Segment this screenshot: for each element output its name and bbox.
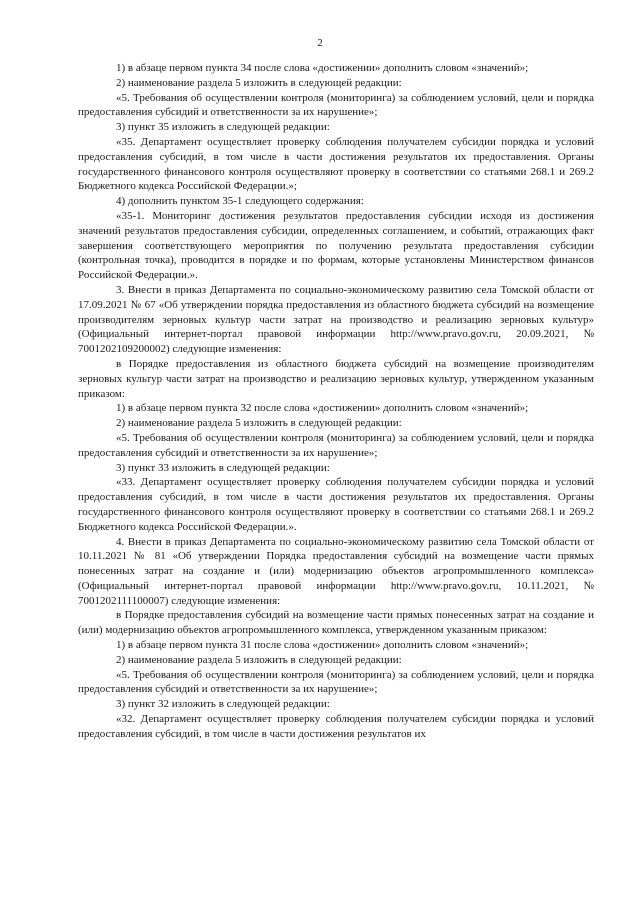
paragraph: 2) наименование раздела 5 изложить в следующей редакции: — [116, 76, 402, 89]
paragraph: 4. Внести в приказ Департамента по социально-экономическому развитию села Томской области от 10.11.2021 № 81 «Об утверждении Порядка предоставления субсидий на возмещение части прямых понесенных затрат на создание и (или) модернизацию объектов агропромышленного комплекса» (Официальный интернет-портал правовой информации http://www.pravo.gov.ru, 10.11.2021, № 7001202111100007) следующие изменения: — [78, 535, 594, 607]
paragraph: «5. Требования об осуществлении контроля (мониторинга) за соблюдением условий, цели и порядка предоставления субсидий и ответственности за их нарушение»; — [78, 668, 594, 696]
paragraph: 1) в абзаце первом пункта 34 после слова «достижении» дополнить словом «значений»; — [116, 62, 529, 74]
paragraph: 1) в абзаце первом пункта 32 после слова «достижении» дополнить словом «значений»; — [116, 402, 529, 415]
paragraph: в Порядке предоставления из областного бюджета субсидий на возмещение производителям зерновых культур части затрат на производство и реализацию зерновых культур, утвержденном указанным приказом: — [78, 357, 594, 400]
paragraph: 3) пункт 35 изложить в следующей редакции: — [116, 121, 330, 134]
page-number: 2 — [317, 37, 323, 49]
paragraph: «5. Требования об осуществлении контроля (мониторинга) за соблюдением условий, цели и порядка предоставления субсидий и ответственности за их нарушение»; — [78, 91, 594, 119]
document-body — [78, 61, 594, 742]
paragraph: 3. Внести в приказ Департамента по социально-экономическому развитию села Томской области от 17.09.2021 № 67 «Об утверждении порядка предоставления из областного бюджета субсидий на возмещение производителям зерновых культур части затрат на производство и реализацию зерновых культур» (Официальный интернет-портал правовой информации http://www.pravo.gov.ru, 20.09.2021, № 7001202109200002) следующие изменения: — [78, 283, 594, 356]
paragraph: «32. Департамент осуществляет проверку соблюдения получателем субсидии порядка и условий предоставления субсидий, в том числе в части достижения результатов их — [78, 713, 594, 740]
paragraph: 4) дополнить пунктом 35-1 следующего содержания: — [116, 195, 364, 208]
paragraph: 3) пункт 32 изложить в следующей редакции: — [116, 698, 330, 711]
paragraph: 3) пункт 33 изложить в следующей редакции: — [116, 461, 330, 474]
paragraph: 1) в абзаце первом пункта 31 после слова «достижении» дополнить словом «значений»; — [116, 639, 529, 652]
paragraph: в Порядке предоставления субсидий на возмещение части прямых понесенных затрат на создание и (или) модернизацию объектов агропромышленного комплекса, утвержденном указанным приказом: — [78, 609, 594, 637]
paragraph: 2) наименование раздела 5 изложить в следующей редакции: — [116, 653, 402, 666]
paragraph: «33. Департамент осуществляет проверку соблюдения получателем субсидии порядка и условий предоставления субсидий, в том числе в части достижения результатов их предоставления. Органы государственного финансового контроля осуществляют проверку в соответствии со статьями 268.1 и 269.2 Бюджетного кодекса Российской Федерации.». — [78, 476, 594, 533]
paragraph: «35-1. Мониторинг достижения результатов предоставления субсидии исходя из достижения значений результатов предоставления субсидии, определенных соглашением, и событий, отражающих факт завершения соответствующего мероприятия по получению результата предоставления субсидии (контрольная точка), проводится в порядке и по формам, которые установлены Министерством финансов Российской Федерации.». — [78, 209, 594, 282]
paragraph: «5. Требования об осуществлении контроля (мониторинга) за соблюдением условий, цели и порядка предоставления субсидий и ответственности за их нарушение»; — [78, 431, 594, 459]
paragraph: «35. Департамент осуществляет проверку соблюдения получателем субсидии порядка и условий предоставления субсидий, в том числе в части достижения результатов их предоставления. Органы государственного финансового контроля осуществляют проверку в соответствии со статьями 268.1 и 269.2 Бюджетного кодекса Российской Федерации.»; — [78, 135, 594, 193]
paragraph: 2) наименование раздела 5 изложить в следующей редакции: — [116, 417, 402, 430]
